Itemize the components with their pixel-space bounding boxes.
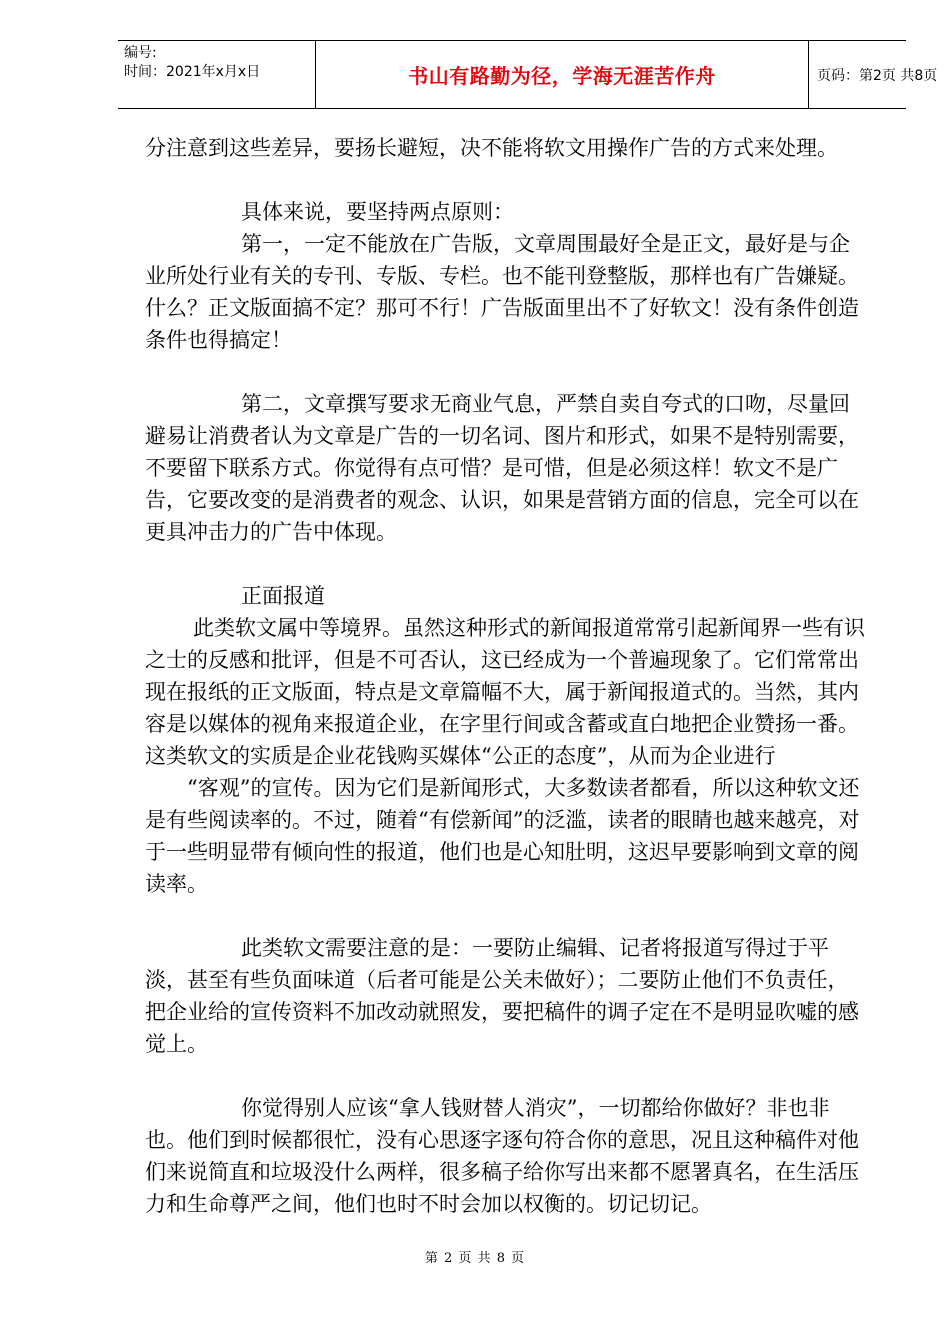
page-header: [118, 40, 938, 109]
paragraph-positive-report: 此类软文属中等境界。虽然这种形式的新闻报道常常引起新闻界一些有识之士的反感和批评，但是不可否认，这已经成为一个普遍现象了。它们常常出现在报纸的正文版面，特点是文章篇幅不大，属于新闻报道式的。当然，其内容是以媒体的视角来报道企业，在字里行间或含蓄或直白地把企业赞扬一番。这类软文的实质是企业花钱购买媒体“公正的态度”，从而为企业进行: [145, 616, 865, 768]
section-heading-positive-report: 正面报道: [241, 584, 325, 608]
header-info: [118, 41, 315, 108]
paragraph-reminder: 你觉得别人应该“拿人钱财替人消灾”，一切都给你做好？非也非也。他们到时候都很忙，没有心思逐字逐句符合你的意思，况且这种稿件对他们来说简直和垃圾没什么两样，很多稿子给你写出来都不愿署真名，在生活压力和生命尊严之间，他们也时不时会加以权衡的。切记切记。: [145, 1096, 859, 1216]
document-body: [145, 132, 865, 1220]
paragraph-principle-one: 第一，一定不能放在广告版，文章周围最好全是正文，最好是与企业所处行业有关的专刊、专版、专栏。也不能刊登整版，那样也有广告嫌疑。什么？正文版面搞不定？那可不行！广告版面里出不了好软文！没有条件创造条件也得搞定！: [145, 232, 859, 352]
paragraph-notes: 此类软文需要注意的是：一要防止编辑、记者将报道写得过于平淡，甚至有些负面味道（后者可能是公关未做好）；二要防止他们不负责任，把企业给的宣传资料不加改动就照发，要把稿件的调子定在不是明显吹嘘的感觉上。: [145, 936, 859, 1056]
header-motto: 书山有路勤为径，学海无涯苦作舟: [408, 64, 716, 88]
page-footer: 第 2 页 共 8 页: [424, 1251, 526, 1266]
header-motto-cell: [315, 41, 809, 108]
paragraph-principles-intro: 具体来说，要坚持两点原则：: [241, 200, 514, 224]
paragraph-objective-publicity: “客观”的宣传。因为它们是新闻形式，大多数读者都看，所以这种软文还是有些阅读率的。不过，随着“有偿新闻”的泛滥，读者的眼睛也越来越亮，对于一些明显带有倾向性的报道，他们也是心知肚明，这迟早要影响到文章的阅读率。: [145, 776, 860, 896]
paragraph-continuation: 分注意到这些差异，要扬长避短，决不能将软文用操作广告的方式来处理。: [145, 136, 838, 160]
header-page-label: 页码：第2页 共8页: [817, 67, 938, 84]
doc-time-label: 时间：2021年x月x日: [124, 64, 261, 80]
doc-number-label: 编号:: [124, 45, 157, 61]
paragraph-principle-two: 第二，文章撰写要求无商业气息，严禁自卖自夸式的口吻，尽量回避易让消费者认为文章是广告的一切名词、图片和形式，如果不是特别需要，不要留下联系方式。你觉得有点可惜？是可惜，但是必须这样！软文不是广告，它要改变的是消费者的观念、认识，如果是营销方面的信息，完全可以在更具冲击力的广告中体现。: [145, 392, 859, 544]
